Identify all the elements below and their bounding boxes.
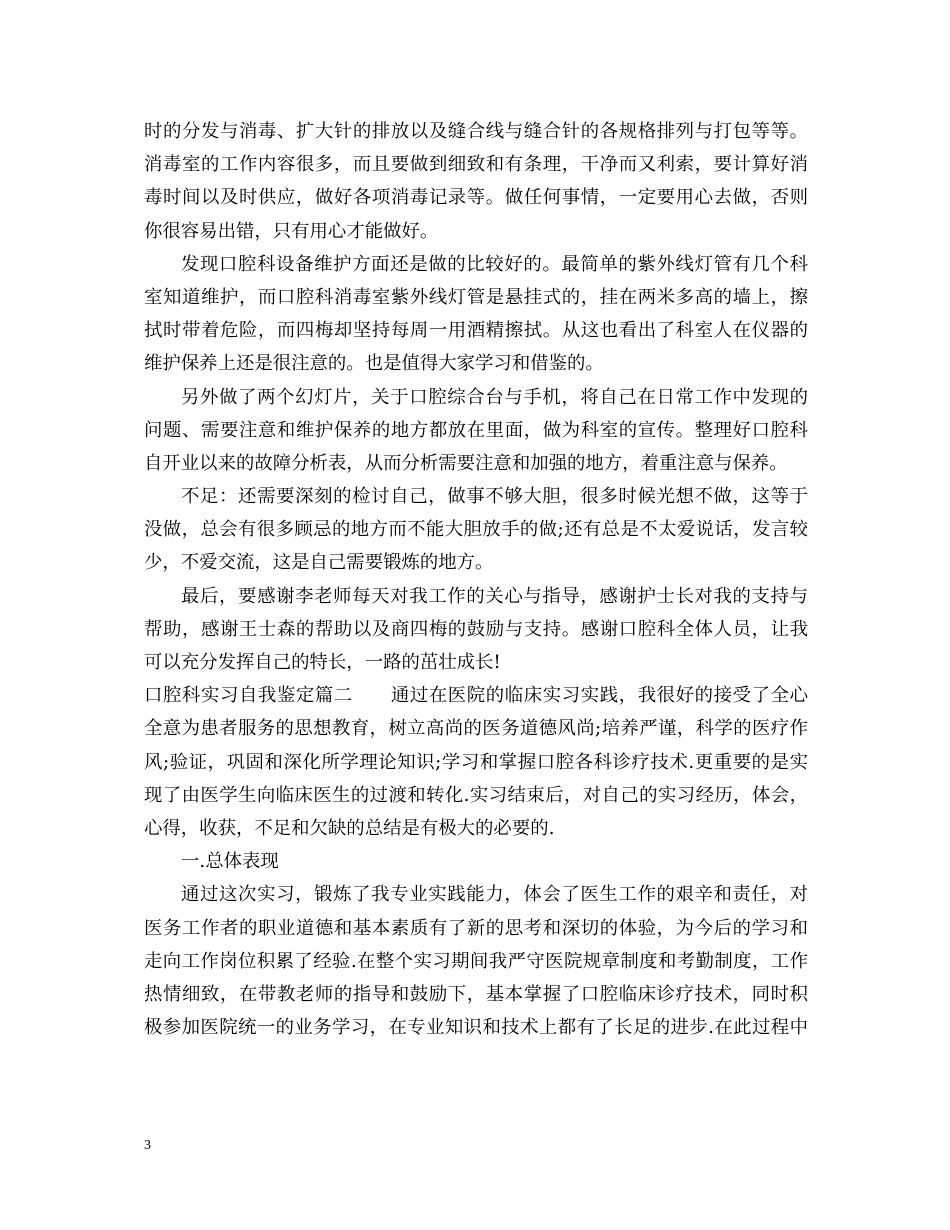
text-line: 可以充分发挥自己的特长，一路的茁壮成长! xyxy=(144,652,501,673)
section-heading-line: 口腔科实习自我鉴定篇二 通过在医院的临床实习实践，我很好的接受了全心 xyxy=(144,685,808,707)
text-line: 少，不爱交流，这是自己需要锻炼的地方。 xyxy=(144,552,494,574)
text-line: 自开业以来的故障分析表，从而分析需要注意和加强的地方，着重注意与保养。 xyxy=(144,452,788,474)
text-line: 风;验证，巩固和深化所学理论知识;学习和掌握口腔各科诊疗技术.更重要的是实 xyxy=(144,751,808,773)
text-line: 极参加医院统一的业务学习，在专业知识和技术上都有了长足的进步.在此过程中 xyxy=(144,1017,808,1039)
paragraph-first-line: 发现口腔科设备维护方面还是做的比较好的。最简单的紫外线灯管有几个科 xyxy=(181,253,808,275)
text-line: 维护保养上还是很注意的。也是值得大家学习和借鉴的。 xyxy=(144,353,604,375)
text-line: 心得，收获，不足和欠缺的总结是有极大的必要的. xyxy=(144,817,555,839)
text-line: 消毒室的工作内容很多，而且要做到细致和有条理，干净而又利索，要计算好消 xyxy=(144,154,808,176)
text-line: 你很容易出错，只有用心才能做好。 xyxy=(144,220,439,242)
text-line: 毒时间以及时供应，做好各项消毒记录等。做任何事情，一定要用心去做，否则 xyxy=(144,187,808,209)
text-line: 热情细致，在带教老师的指导和鼓励下，基本掌握了口腔临床诊疗技术，同时积 xyxy=(144,983,808,1005)
paragraph-first-line: 不足：还需要深刻的检讨自己，做事不够大胆，很多时候光想不做，这等于 xyxy=(181,486,808,508)
page-number: 3 xyxy=(144,1138,151,1153)
text-line: 帮助，感谢王士森的帮助以及商四梅的鼓励与支持。感谢口腔科全体人员，让我 xyxy=(144,618,808,640)
paragraph-first-line: 另外做了两个幻灯片，关于口腔综合台与手机，将自己在日常工作中发现的 xyxy=(181,386,808,408)
text-line: 走向工作岗位积累了经验.在整个实习期间我严守医院规章制度和考勤制度，工作 xyxy=(144,950,808,972)
text-line: 室知道维护，而口腔科消毒室紫外线灯管是悬挂式的，挂在两米多高的墙上，擦 xyxy=(144,286,808,308)
text-line: 没做，总会有很多顾忌的地方而不能大胆放手的做;还有总是不太爱说话，发言较 xyxy=(144,519,808,541)
paragraph-first-line: 通过这次实习，锻炼了我专业实践能力，体会了医生工作的艰辛和责任，对 xyxy=(181,884,808,906)
text-line: 时的分发与消毒、扩大针的排放以及缝合线与缝合针的各规格排列与打包等等。 xyxy=(144,121,808,142)
text-line: 拭时带着危险，而四梅却坚持每周一用酒精擦拭。从这也看出了科室人在仪器的 xyxy=(144,320,808,342)
text-line: 问题、需要注意和维护保养的地方都放在里面，做为科室的宣传。整理好口腔科 xyxy=(144,419,808,441)
text-line: 现了由医学生向临床医生的过渡和转化.实习结束后，对自己的实习经历，体会， xyxy=(144,784,808,806)
paragraph-first-line: 最后，要感谢李老师每天对我工作的关心与指导，感谢护士长对我的支持与 xyxy=(181,585,808,607)
document-body xyxy=(144,115,808,1044)
text-line: 医务工作者的职业道德和基本素质有了新的思考和深切的体验，为今后的学习和 xyxy=(144,917,808,939)
subsection-heading: 一.总体表现 xyxy=(181,851,279,873)
text-line: 全意为患者服务的思想教育，树立高尚的医务道德风尚;培养严谨，科学的医疗作 xyxy=(144,718,808,740)
